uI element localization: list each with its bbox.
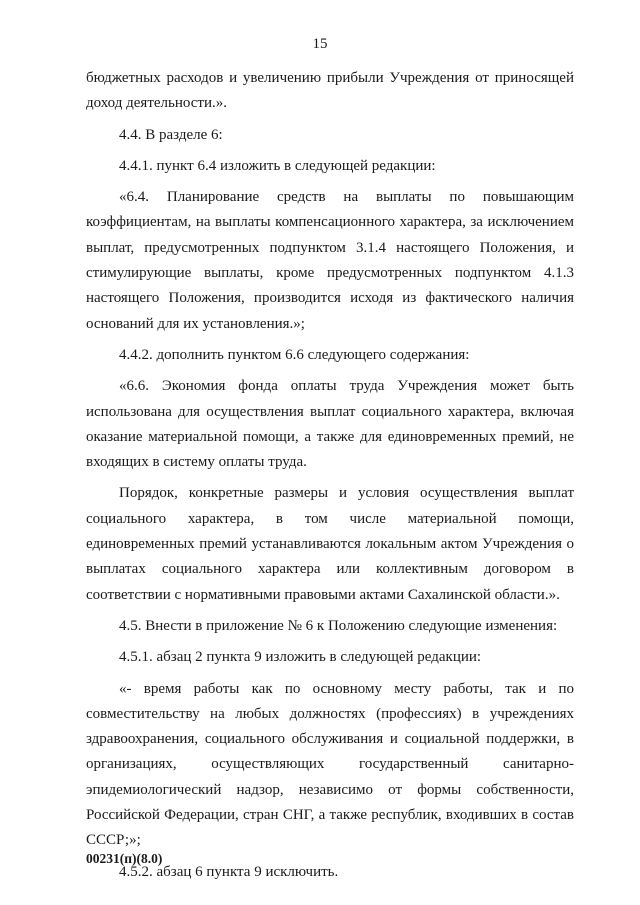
- document-body: [86, 66, 574, 885]
- paragraph-item: 4.4.2. дополнить пунктом 6.6 следующего содержания:: [119, 346, 470, 363]
- paragraph-body: Порядок, конкретные размеры и условия осуществления выплат социального характера, в том числе материальной помощи, единовременных премий устанавливаются локальным актом Учреждения о выплатах социального характера или коллективным договором в соответствии с нормативными правовыми актами Сахалинской области.».: [86, 485, 574, 603]
- paragraph-item: 4.4.1. пункт 6.4 изложить в следующей редакции:: [119, 157, 436, 174]
- paragraph-item: 4.5.2. абзац 6 пункта 9 исключить.: [119, 863, 339, 880]
- paragraph-quote: «- время работы как по основному месту работы, так и по совместительству на любых должностях (профессиях) в учреждениях здравоохранения, социального обслуживания и социальной поддержки, в организациях, осуществляющих государственный санитарно-эпидемиологический надзор, независимо от формы собственности, Российской Федерации, стран СНГ, а также республик, входивших в состав СССР;»;: [86, 680, 574, 849]
- paragraph-quote: «6.4. Планирование средств на выплаты по повышающим коэффициентам, на выплаты компенсационного характера, за исключением выплат, предусмотренных подпунктом 3.1.4 настоящего Положения, и стимулирующие выплаты, кроме предусмотренных подпунктом 4.1.3 настоящего Положения, производится исходя из фактического наличия оснований для их установления.»;: [86, 189, 574, 332]
- paragraph-quote: «6.6. Экономия фонда оплаты труда Учреждения может быть использована для осуществления выплат социального характера, включая оказание материальной помощи, а также для единовременных премий, не входящих в систему оплаты труда.: [86, 378, 574, 471]
- page-number: 15: [312, 36, 328, 52]
- paragraph-item: 4.5. Внести в приложение № 6 к Положению следующие изменения:: [119, 617, 558, 634]
- paragraph-item: 4.5.1. абзац 2 пункта 9 изложить в следующей редакции:: [119, 649, 482, 666]
- paragraph-continuation: бюджетных расходов и увеличению прибыли Учреждения от приносящей доход деятельности.».: [86, 70, 574, 112]
- paragraph-section-heading: 4.4. В разделе 6:: [119, 126, 223, 143]
- document-code: 00231(п)(8.0): [86, 851, 163, 866]
